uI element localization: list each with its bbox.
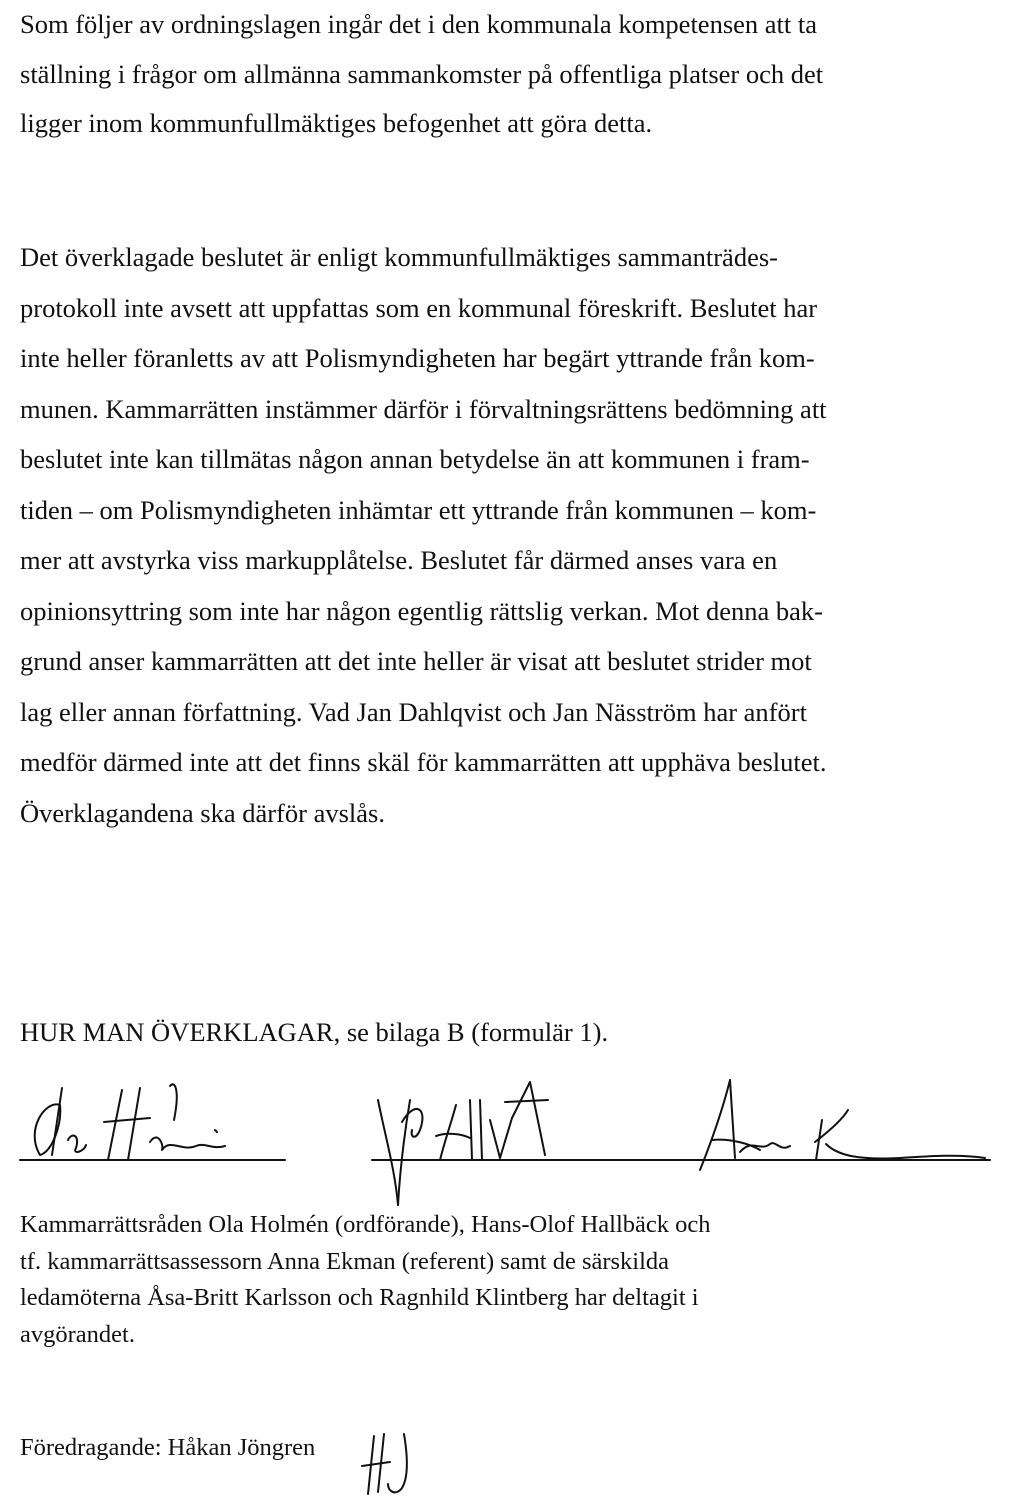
text-line: grund anser kammarrätten att det inte heller är visat att beslutet strider mot	[20, 646, 812, 676]
text-line: Det överklagade beslutet är enligt kommunfullmäktiges sammanträdes-	[20, 242, 778, 272]
text-line: medför därmed inte att det finns skäl för kammarrätten att upphäva beslutet.	[20, 747, 827, 777]
text-line: beslutet inte kan tillmätas någon annan betydelse än att kommunen i fram-	[20, 444, 810, 474]
signatures	[0, 1060, 1024, 1210]
judges-statement	[20, 1207, 711, 1353]
text-line: protokoll inte avsett att uppfattas som en kommunal föreskrift. Beslutet har	[20, 292, 818, 323]
text-line: ställning i frågor om allmänna sammankomster på offentliga platser och det	[20, 58, 824, 89]
text-line: mer att avstyrka viss markupplåtelse. Beslutet får därmed anses vara en	[20, 545, 778, 575]
text-line: tf. kammarrättsassessorn Anna Ekman (referent) samt de särskilda	[20, 1247, 670, 1275]
text-line: inte heller föranletts av att Polismyndigheten har begärt yttrande från kom-	[20, 343, 815, 373]
signature-1	[20, 1084, 285, 1160]
text-line: lag eller annan författning. Vad Jan Dahlqvist och Jan Näsström har anfört	[20, 696, 807, 727]
appeal-instruction: HUR MAN ÖVERKLAGAR, se bilaga B (formulär 1).	[20, 1017, 609, 1047]
text-line: Överklagandena ska därför avslås.	[20, 797, 385, 828]
text-line: avgörandet.	[20, 1320, 135, 1348]
signature-2	[372, 1082, 990, 1205]
text-line: Som följer av ordningslagen ingår det i den kommunala kompetensen att ta	[20, 9, 818, 39]
text-line: opinionsyttring som inte har någon egentlig rättslig verkan. Mot denna bak-	[20, 595, 823, 626]
text-line: tiden – om Polismyndigheten inhämtar ett yttrande från kommunen – kom-	[20, 494, 817, 525]
presenter-line: Föredragande: Håkan Jöngren	[20, 1434, 316, 1461]
paragraph-competence	[20, 0, 823, 149]
text-line: Kammarrättsråden Ola Holmén (ordförande), Hans-Olof Hallbäck och	[20, 1211, 711, 1238]
text-line: ledamöterna Åsa-Britt Karlsson och Ragnhild Klintberg har deltagit i	[20, 1284, 699, 1311]
signature-3	[700, 1080, 985, 1170]
presenter-initials	[354, 1428, 414, 1500]
text-line: munen. Kammarrätten instämmer därför i förvaltningsrättens bedömning att	[20, 393, 827, 424]
paragraph-assessment	[20, 232, 827, 838]
text-line: ligger inom kommunfullmäktiges befogenhet att göra detta.	[20, 108, 653, 138]
